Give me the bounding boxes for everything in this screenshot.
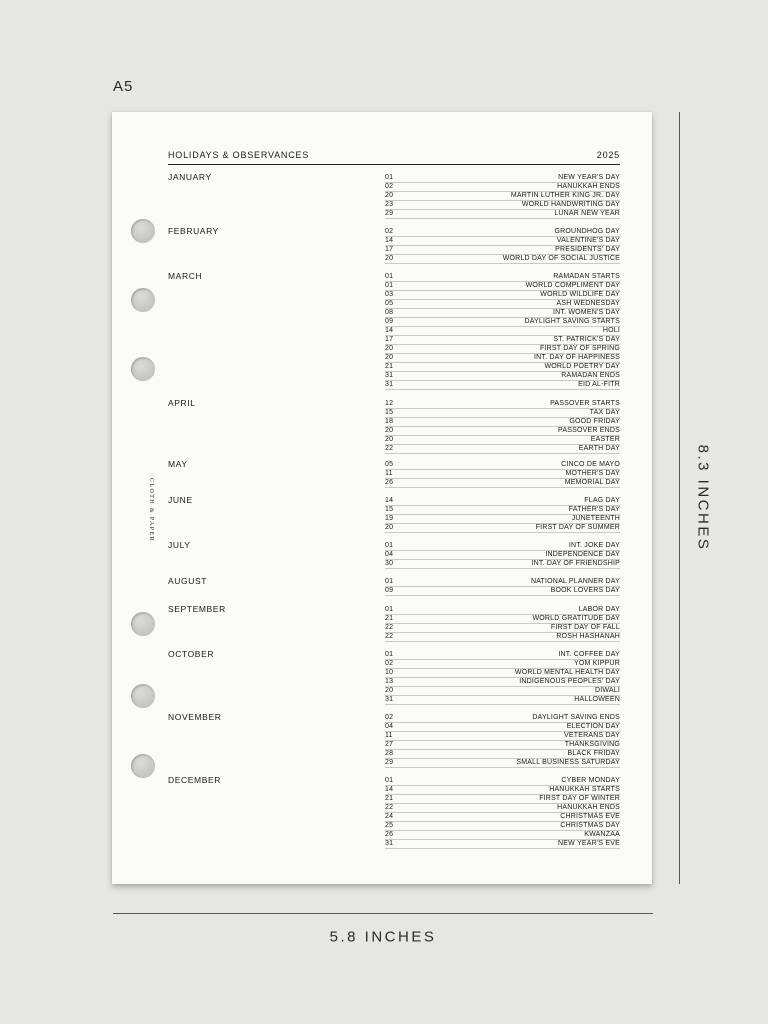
holiday-name: EID AL-FITR (578, 381, 620, 388)
holiday-name: VALENTINE'S DAY (556, 237, 620, 244)
holiday-name: WORLD GRATITUDE DAY (532, 615, 620, 622)
holiday-name: FLAG DAY (584, 497, 620, 504)
holiday-name: INDIGENOUS PEOPLES' DAY (519, 678, 620, 685)
holiday-date: 23 (385, 201, 394, 208)
holiday-name: LABOR DAY (578, 606, 620, 613)
holiday-name: YOM KIPPUR (574, 660, 620, 667)
holiday-row (385, 632, 620, 642)
holiday-name: HALLOWEEN (574, 696, 620, 703)
page-year: 2025 (596, 150, 620, 160)
holiday-name: FIRST DAY OF SUMMER (535, 524, 620, 531)
month-label-september: SEPTEMBER (168, 604, 226, 614)
holiday-row (385, 380, 620, 390)
holiday-name: INT. JOKE DAY (568, 542, 620, 549)
holiday-date: 30 (385, 560, 394, 567)
holiday-date: 09 (385, 318, 394, 325)
month-label-january: JANUARY (168, 172, 212, 182)
holiday-name: WORLD COMPLIMENT DAY (525, 282, 620, 289)
holiday-name: HANUKKAH ENDS (557, 804, 620, 811)
holiday-name: WORLD MENTAL HEALTH DAY (514, 669, 620, 676)
holiday-date: 10 (385, 669, 394, 676)
holiday-date: 01 (385, 282, 394, 289)
holiday-date: 31 (385, 372, 394, 379)
month-label-july: JULY (168, 540, 191, 550)
punch-hole (131, 219, 155, 243)
holiday-name: INT. WOMEN'S DAY (552, 309, 620, 316)
brand-mark: CLOTH & PAPER (148, 478, 154, 542)
holiday-date: 02 (385, 183, 394, 190)
holiday-name: ROSH HASHANAH (556, 633, 620, 640)
holiday-name: MEMORIAL DAY (564, 479, 620, 486)
holiday-date: 17 (385, 336, 394, 343)
holiday-name: JUNETEENTH (571, 515, 620, 522)
holiday-name: THANKSGIVING (564, 741, 620, 748)
month-label-april: APRIL (168, 398, 196, 408)
holiday-name: HOLI (602, 327, 620, 334)
punch-hole (131, 612, 155, 636)
holiday-date: 26 (385, 479, 394, 486)
holiday-row (385, 559, 620, 569)
holiday-date: 20 (385, 687, 394, 694)
holiday-name: GROUNDHOG DAY (554, 228, 620, 235)
holiday-row (385, 254, 620, 264)
holiday-date: 15 (385, 506, 394, 513)
holiday-date: 01 (385, 542, 394, 549)
holiday-name: WORLD DAY OF SOCIAL JUSTICE (502, 255, 620, 262)
holiday-name: INT. DAY OF FRIENDSHIP (531, 560, 620, 567)
month-label-august: AUGUST (168, 576, 208, 586)
punch-hole (131, 754, 155, 778)
holiday-name: VETERANS DAY (564, 732, 620, 739)
holiday-name: WORLD HANDWRITING DAY (521, 201, 620, 208)
holiday-date: 20 (385, 427, 394, 434)
holiday-name: INT. COFFEE DAY (558, 651, 620, 658)
holiday-row (385, 586, 620, 596)
holiday-name: ASH WEDNESDAY (556, 300, 620, 307)
holiday-name: RAMADAN STARTS (553, 273, 620, 280)
holiday-name: EARTH DAY (578, 445, 620, 452)
holiday-row (385, 695, 620, 705)
holiday-date: 21 (385, 615, 394, 622)
holiday-name: CHRISTMAS EVE (560, 813, 620, 820)
holiday-date: 20 (385, 345, 394, 352)
height-dimension-line (679, 112, 680, 884)
holiday-date: 11 (385, 470, 393, 477)
holiday-date: 28 (385, 750, 394, 757)
holiday-row (385, 758, 620, 768)
holiday-name: DAYLIGHT SAVING STARTS (524, 318, 620, 325)
holiday-date: 31 (385, 696, 394, 703)
holiday-name: HANUKKAH STARTS (549, 786, 620, 793)
holiday-date: 20 (385, 436, 394, 443)
month-label-february: FEBRUARY (168, 226, 219, 236)
holiday-date: 22 (385, 624, 394, 631)
holiday-name: NEW YEAR'S EVE (558, 840, 620, 847)
holiday-date: 21 (385, 363, 394, 370)
holiday-name: GOOD FRIDAY (569, 418, 620, 425)
holiday-name: FIRST DAY OF WINTER (539, 795, 620, 802)
holiday-date: 01 (385, 578, 394, 585)
holiday-name: BOOK LOVERS DAY (550, 587, 620, 594)
holiday-date: 17 (385, 246, 394, 253)
holiday-date: 26 (385, 831, 394, 838)
holiday-date: 27 (385, 741, 394, 748)
holiday-date: 14 (385, 237, 394, 244)
holiday-name: FIRST DAY OF SPRING (539, 345, 620, 352)
holiday-name: MOTHER'S DAY (565, 470, 620, 477)
month-label-may: MAY (168, 459, 188, 469)
holiday-name: SMALL BUSINESS SATURDAY (516, 759, 620, 766)
holiday-date: 20 (385, 192, 394, 199)
planner-sheet (112, 112, 652, 884)
holiday-date: 18 (385, 418, 394, 425)
holiday-date: 22 (385, 445, 394, 452)
holiday-name: HANUKKAH ENDS (557, 183, 620, 190)
holiday-name: NATIONAL PLANNER DAY (530, 578, 620, 585)
holiday-name: NEW YEAR'S DAY (558, 174, 620, 181)
holiday-row (385, 523, 620, 533)
punch-hole (131, 357, 155, 381)
height-dimension-label: 8.3 INCHES (694, 444, 712, 552)
holiday-date: 29 (385, 210, 394, 217)
width-dimension-label: 5.8 INCHES (329, 928, 437, 946)
holiday-date: 11 (385, 732, 393, 739)
holiday-name: INT. DAY OF HAPPINESS (533, 354, 620, 361)
holiday-name: INDEPENDENCE DAY (545, 551, 620, 558)
holiday-name: CINCO DE MAYO (561, 461, 620, 468)
holiday-date: 29 (385, 759, 394, 766)
month-label-november: NOVEMBER (168, 712, 222, 722)
holiday-name: CYBER MONDAY (561, 777, 620, 784)
holiday-date: 20 (385, 524, 394, 531)
holiday-name: TAX DAY (589, 409, 620, 416)
holiday-row (385, 478, 620, 488)
holiday-date: 04 (385, 551, 394, 558)
holiday-name: WORLD POETRY DAY (544, 363, 620, 370)
holiday-date: 14 (385, 786, 394, 793)
holiday-date: 03 (385, 291, 394, 298)
holiday-date: 13 (385, 678, 394, 685)
holiday-date: 22 (385, 804, 394, 811)
holiday-name: CHRISTMAS DAY (560, 822, 620, 829)
holiday-name: MARTIN LUTHER KING JR. DAY (510, 192, 620, 199)
holiday-name: RAMADAN ENDS (561, 372, 620, 379)
punch-hole (131, 684, 155, 708)
holiday-row (385, 839, 620, 849)
holiday-date: 31 (385, 840, 394, 847)
holiday-date: 05 (385, 461, 394, 468)
holiday-date: 04 (385, 723, 394, 730)
holiday-name: BLACK FRIDAY (567, 750, 620, 757)
month-label-october: OCTOBER (168, 649, 215, 659)
holiday-date: 24 (385, 813, 394, 820)
holiday-date: 02 (385, 228, 394, 235)
holiday-name: DIWALI (594, 687, 620, 694)
holiday-date: 01 (385, 606, 394, 613)
holiday-date: 14 (385, 327, 394, 334)
holiday-date: 14 (385, 497, 394, 504)
holiday-name: PASSOVER STARTS (550, 400, 620, 407)
holiday-date: 01 (385, 273, 394, 280)
holiday-name: DAYLIGHT SAVING ENDS (532, 714, 620, 721)
holiday-date: 01 (385, 174, 394, 181)
header-divider (168, 164, 620, 165)
holiday-row (385, 444, 620, 454)
holiday-name: KWANZAA (584, 831, 620, 838)
holiday-name: ELECTION DAY (566, 723, 620, 730)
holiday-name: EASTER (590, 436, 620, 443)
holiday-date: 02 (385, 714, 394, 721)
holiday-row (385, 209, 620, 219)
holiday-date: 25 (385, 822, 394, 829)
holiday-date: 15 (385, 409, 394, 416)
holiday-date: 01 (385, 651, 394, 658)
month-label-march: MARCH (168, 271, 203, 281)
holiday-name: PASSOVER ENDS (558, 427, 620, 434)
holiday-name: PRESIDENTS' DAY (555, 246, 620, 253)
holiday-name: FATHER'S DAY (568, 506, 620, 513)
holiday-date: 12 (385, 400, 394, 407)
holiday-date: 08 (385, 309, 394, 316)
month-label-june: JUNE (168, 495, 193, 505)
holiday-name: LUNAR NEW YEAR (554, 210, 620, 217)
holiday-date: 22 (385, 633, 394, 640)
holiday-name: WORLD WILDLIFE DAY (540, 291, 620, 298)
page-title: HOLIDAYS & OBSERVANCES (168, 150, 310, 160)
month-label-december: DECEMBER (168, 775, 221, 785)
holiday-name: FIRST DAY OF FALL (550, 624, 620, 631)
holiday-date: 01 (385, 777, 394, 784)
holiday-date: 20 (385, 255, 394, 262)
holiday-date: 31 (385, 381, 394, 388)
holiday-date: 19 (385, 515, 394, 522)
holiday-name: ST. PATRICK'S DAY (553, 336, 620, 343)
punch-hole (131, 288, 155, 312)
holiday-date: 20 (385, 354, 394, 361)
width-dimension-line (113, 913, 653, 914)
holiday-date: 21 (385, 795, 394, 802)
holiday-date: 02 (385, 660, 394, 667)
holiday-date: 09 (385, 587, 394, 594)
page-size-label: A5 (113, 78, 134, 95)
holiday-date: 05 (385, 300, 394, 307)
